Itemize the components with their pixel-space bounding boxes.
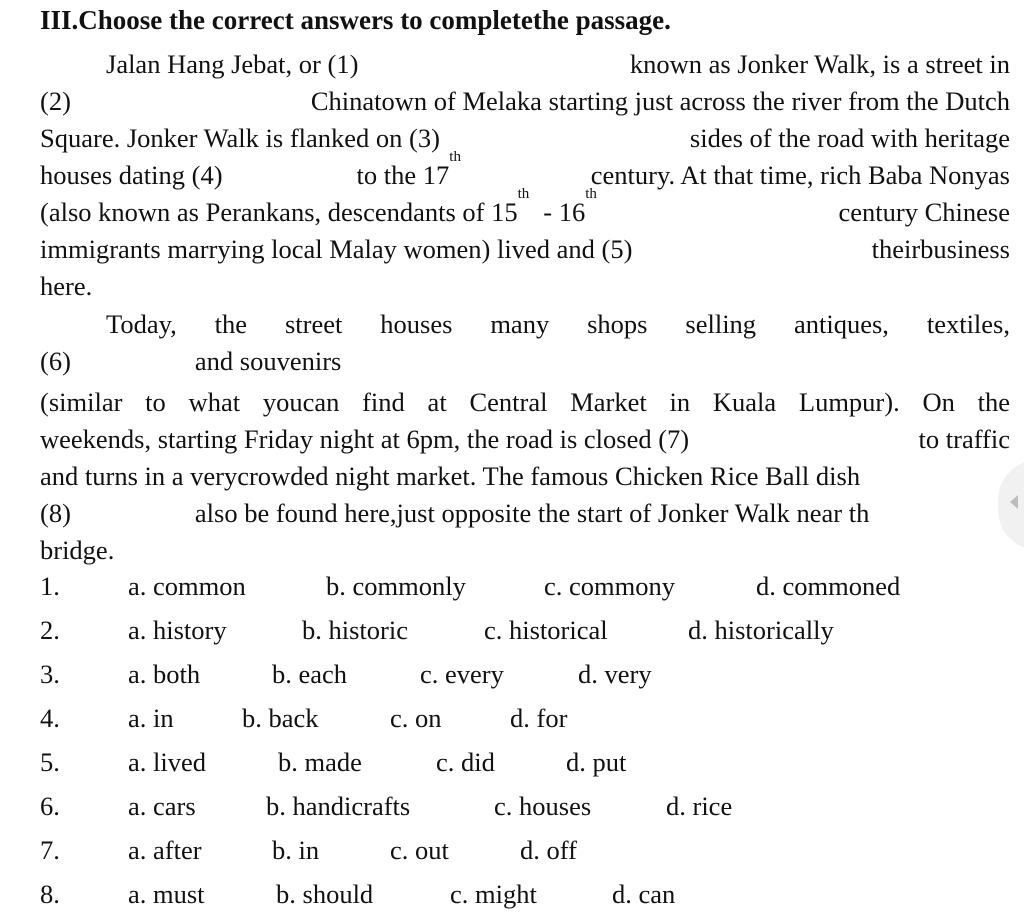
passage-text: century Chinese [838, 197, 1010, 227]
passage-line [40, 384, 1010, 421]
question-number: 7. [40, 835, 60, 865]
passage-text: Today, the street houses many shops selling antiques, textiles, [106, 309, 1010, 339]
option-d[interactable]: d. for [510, 703, 568, 733]
passage-line [40, 120, 1010, 157]
passage-line [40, 231, 1010, 268]
passage-text: sides of the road with heritage [689, 123, 1010, 153]
option-a[interactable]: a. in [128, 703, 174, 733]
passage-text: theirbusiness [871, 234, 1010, 264]
question-number: 2. [40, 615, 60, 645]
passage-text: century. At that time, rich Baba Nonyas [590, 160, 1010, 190]
passage-paragraph-3 [40, 384, 1010, 569]
option-a[interactable]: a. cars [128, 791, 196, 821]
option-a[interactable]: a. history [128, 615, 227, 645]
passage-line [40, 421, 1010, 458]
option-b[interactable]: b. each [272, 659, 348, 689]
option-b[interactable]: b. back [242, 703, 319, 733]
exercise-title: III.Choose the correct answers to completethe passage. [40, 5, 671, 35]
question-number: 5. [40, 747, 60, 777]
passage-line [40, 83, 1010, 120]
option-c[interactable]: c. out [390, 835, 449, 865]
passage-line [40, 458, 1010, 495]
option-d[interactable]: d. can [612, 879, 676, 909]
question-number: 3. [40, 659, 60, 689]
passage-text: (similar to what youcan find at Central Market in Kuala Lumpur). On the [40, 387, 1010, 417]
passage-paragraph-1 [40, 46, 1010, 305]
superscript: th [517, 186, 530, 202]
passage-line [40, 306, 1010, 343]
option-a[interactable]: a. both [128, 659, 201, 689]
passage-line [40, 186, 1010, 231]
passage-paragraph-2 [40, 306, 1010, 380]
passage-text: to the 17 [356, 160, 450, 190]
option-d[interactable]: d. historically [688, 615, 834, 645]
passage-text: immigrants marrying local Malay women) lived and (5) [40, 234, 633, 264]
option-c[interactable]: c. did [436, 747, 495, 777]
option-d[interactable]: d. put [566, 747, 627, 777]
option-d[interactable]: d. very [578, 659, 652, 689]
passage-text: houses dating (4) [40, 160, 223, 190]
passage-text: and souvenirs [194, 346, 342, 376]
option-c[interactable]: c. might [450, 879, 537, 909]
option-c[interactable]: c. historical [484, 615, 608, 645]
option-b[interactable]: b. in [272, 835, 320, 865]
passage-line [40, 46, 1010, 83]
passage-line [40, 532, 1010, 569]
passage-text: Jalan Hang Jebat, or (1) [106, 49, 359, 79]
passage-line [40, 495, 1010, 532]
option-c[interactable]: c. commony [544, 571, 675, 601]
passage-text: weekends, starting Friday night at 6pm, the road is closed (7) [40, 424, 690, 454]
passage-text: - 16 [543, 197, 586, 227]
passage-text: Square. Jonker Walk is flanked on (3) [40, 123, 440, 153]
option-b[interactable]: b. commonly [326, 571, 466, 601]
passage-text: (also known as Perankans, descendants of 15 [40, 197, 518, 227]
option-d[interactable]: d. off [520, 835, 577, 865]
question-number: 6. [40, 791, 60, 821]
option-a[interactable]: a. must [128, 879, 205, 909]
option-a[interactable]: a. lived [128, 747, 206, 777]
option-b[interactable]: b. handicrafts [266, 791, 411, 821]
option-c[interactable]: c. on [390, 703, 442, 733]
passage-text: (8) [40, 498, 71, 528]
passage-line [40, 268, 1010, 305]
option-d[interactable]: d. rice [666, 791, 733, 821]
passage-text: and turns in a verycrowded night market. The famous Chicken Rice Ball dish [40, 461, 861, 491]
question-number: 4. [40, 703, 60, 733]
superscript: th [449, 149, 461, 165]
option-a[interactable]: a. common [128, 571, 246, 601]
passage-text: here. [40, 271, 93, 301]
option-b[interactable]: b. historic [302, 615, 408, 645]
option-d[interactable]: d. commoned [756, 571, 901, 601]
option-c[interactable]: c. every [420, 659, 504, 689]
passage-text: known as Jonker Walk, is a street in [629, 49, 1010, 79]
passage-text: bridge. [40, 535, 115, 565]
passage-text: Chinatown of Melaka starting just across the river from the Dutch [310, 86, 1010, 116]
passage-text: (2) [40, 86, 71, 116]
option-a[interactable]: a. after [128, 835, 202, 865]
option-b[interactable]: b. should [276, 879, 374, 909]
passage-line [40, 343, 1010, 380]
passage-text: to traffic [918, 424, 1010, 454]
question-number: 8. [40, 879, 60, 909]
option-b[interactable]: b. made [278, 747, 362, 777]
passage-text: also be found here,just opposite the start of Jonker Walk near th [194, 498, 870, 528]
option-c[interactable]: c. houses [494, 791, 592, 821]
superscript: th [585, 186, 597, 202]
question-number: 1. [40, 571, 60, 601]
passage-text: (6) [40, 346, 71, 376]
